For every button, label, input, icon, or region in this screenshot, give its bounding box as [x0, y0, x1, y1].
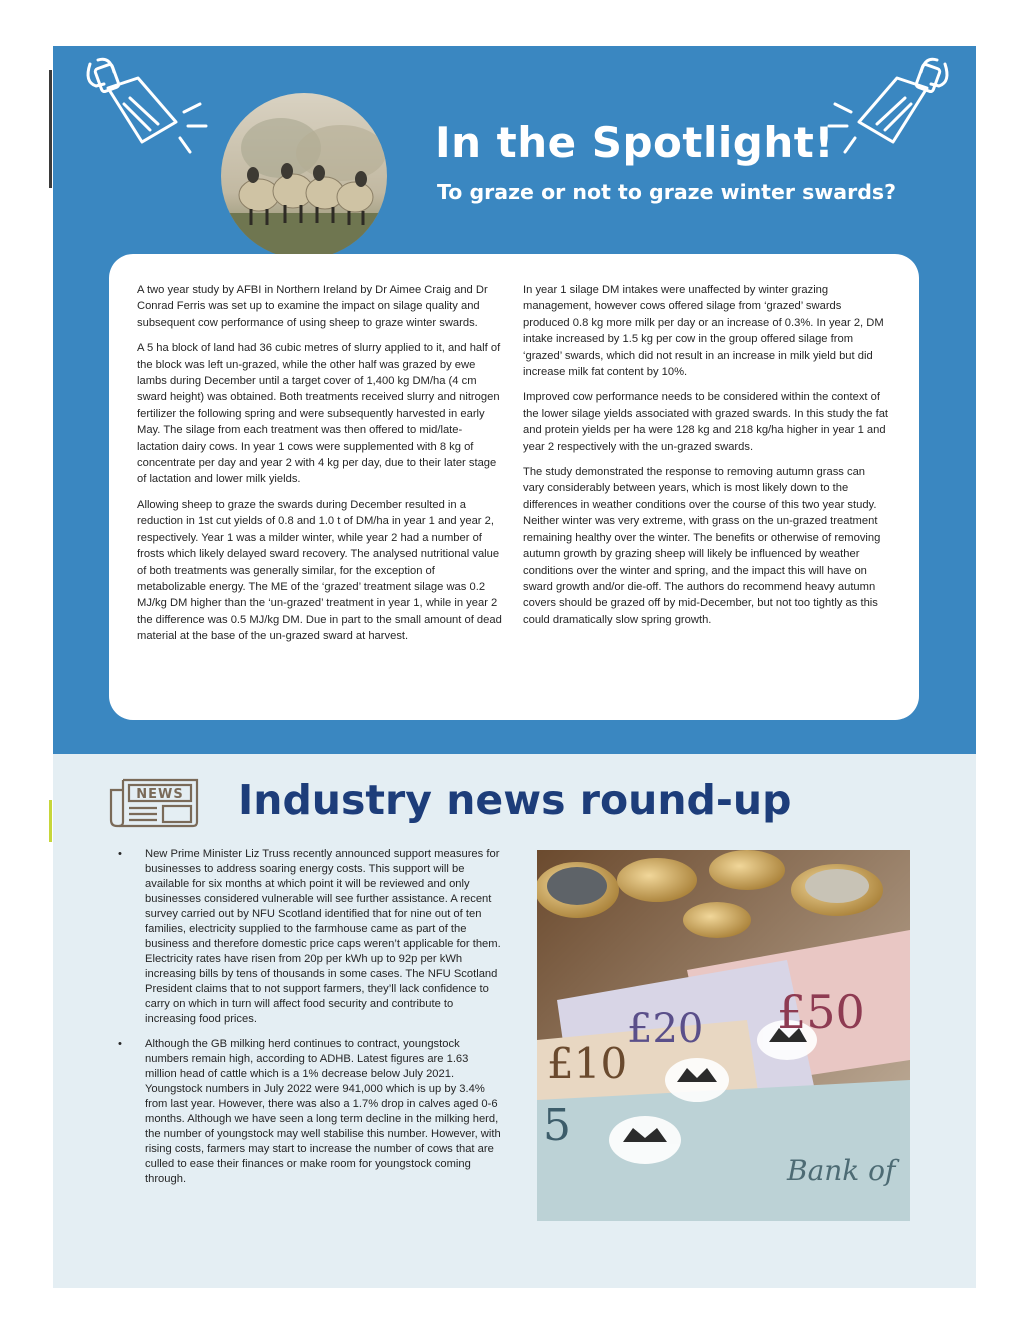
bullet: •: [118, 848, 122, 860]
sheep-photo: [221, 93, 387, 259]
article-column-left: [137, 282, 503, 654]
article-paragraph: A two year study by AFBI in Northern Ireland by Dr Aimee Craig and Dr Conrad Ferris was set up to examine the impact on silage quality and subsequent cow performance of using sheep to graze winter swards.: [137, 284, 488, 329]
spotlight-lamp-icon: [80, 52, 220, 162]
bullet: •: [118, 1038, 122, 1050]
article-paragraph: Improved cow performance needs to be considered within the context of the lower silage yields associated with grazed swards. In this study the fat and protein yields per ha were 128 kg and 218 kg/ha higher in year 1 and year 2 respectively with the un-grazed swards.: [523, 391, 889, 453]
money-photo-label: Bank of: [787, 1154, 896, 1187]
article-column-right: [523, 282, 889, 637]
news-list: [118, 847, 502, 1197]
newspaper-icon: [109, 776, 201, 830]
article-paragraph: In year 1 silage DM intakes were unaffected by winter grazing management, however cows offered silage from ‘grazed’ swards produced 0.8 kg more milk per day or an increase of 0.3%. In year 2, DM intake increased by 1.5 kg per cow in the group offered silage from ‘grazed’ swards, which did not result in an increase in milk yield but did increase milk fat content by 10%.: [523, 284, 884, 379]
news-item-text: Although the GB milking herd continues to contract, youngstock numbers remain high, according to ADHB. Latest figures are 1.63 million head of cattle which is a 1% decrease below July 2021. Youngstock numbers in July 2022 were 941,000 which is up by 3.4% from last year. However, there was also a 1.7% drop in calves aged 0-6 months. Although we have seen a long term decline in the milking herd, the number of youngstock may well stabilise this number. However, with rising costs, farmers may start to increase the number of cows that are culled to ease their finances or make room for youngstock coming through.: [145, 1038, 501, 1185]
article-paragraph: A 5 ha block of land had 36 cubic metres of slurry applied to it, and half of the block was left un-grazed, while the other half was grazed by ewe lambs during December until a target cover of 1,400 kg DM/ha (4 cm sward height) was obtained. Both treatments received slurry and nitrogen fertilizer the following spring and were subsequently harvested in early May. The silage from each treatment was then offered to mid/late-lactation dairy cows. In year 1 cows were supplemented with 8 kg of concentrate per day and year 2 with 4 kg per day, due to their later stage of lactation and lower milk yields.: [137, 342, 501, 486]
newspaper-icon-label: NEWS: [136, 787, 184, 802]
list-item: [118, 847, 502, 1027]
money-photo: [537, 850, 910, 1221]
spotlight-subtitle: To graze or not to graze winter swards?: [437, 180, 896, 204]
money-photo-label: £50: [777, 985, 865, 1039]
article-paragraph: The study demonstrated the response to removing autumn grass can vary considerably between years, which is most likely down to the differences in weather conditions over the course of this two year study. Neither winter was very extreme, with grass on the un-grazed treatment remaining healthy over the winter. The benefits or otherwise of removing autumn growth by grazing sheep will likely be influenced by weather conditions over the winter and spring, and the impact this will have on sward growth and/or die-off. The authors do recommend heavy autumn covers should be grazed off by mid-December, but not too tightly as this could dramatically slow spring growth.: [523, 466, 881, 626]
article-paragraph: Allowing sheep to graze the swards during December resulted in a reduction in 1st cut yields of 0.8 and 1.0 t of DM/ha in year 1 and year 2, respectively. Year 1 was a milder winter, while year 2 had a number of frosts which likely delayed sward recovery. The analysed nutritional value of both treatments was generally similar, for the exception of metabolizable energy. The ME of the ‘grazed’ treatment silage was 0.2 MJ/kg DM higher than the ‘un-grazed’ treatment in year 1, while in year 2 the difference was 0.5 MJ/kg DM. Due in part to the small amount of dead material at the base of the un-grazed sward at harvest.: [137, 498, 502, 643]
article-card: [109, 254, 919, 720]
page-edge-mark: [49, 800, 52, 842]
news-title: Industry news round-up: [238, 776, 792, 824]
spotlight-lamp-icon: [815, 52, 955, 162]
page-edge-mark: [49, 70, 52, 188]
spotlight-title: In the Spotlight!: [435, 118, 834, 167]
news-item-text: New Prime Minister Liz Truss recently announced support measures for businesses to address soaring energy costs. This support will be available for six months at which point it will be reviewed and only businesses considered vulnerable will see further assistance. A recent survey carried out by NFU Scotland identified that for nine out of ten families, electricity supplied to the farmhouse came as part of the business and therefore domestic price caps weren’t applicable for them. Electricity rates have risen from 20p per kWh up to 92p per kWh increasing bills by tens of thousands in some cases. The NFU Scotland President claims that to not support farmers, they’ll lack confidence to carry on which in turn will affect food security and contribute to increasing food prices.: [145, 848, 501, 1025]
money-photo-label: £10: [547, 1039, 628, 1088]
list-item: [118, 1037, 502, 1187]
money-photo-label: 5: [543, 1100, 571, 1151]
money-photo-label: £20: [627, 1006, 704, 1052]
